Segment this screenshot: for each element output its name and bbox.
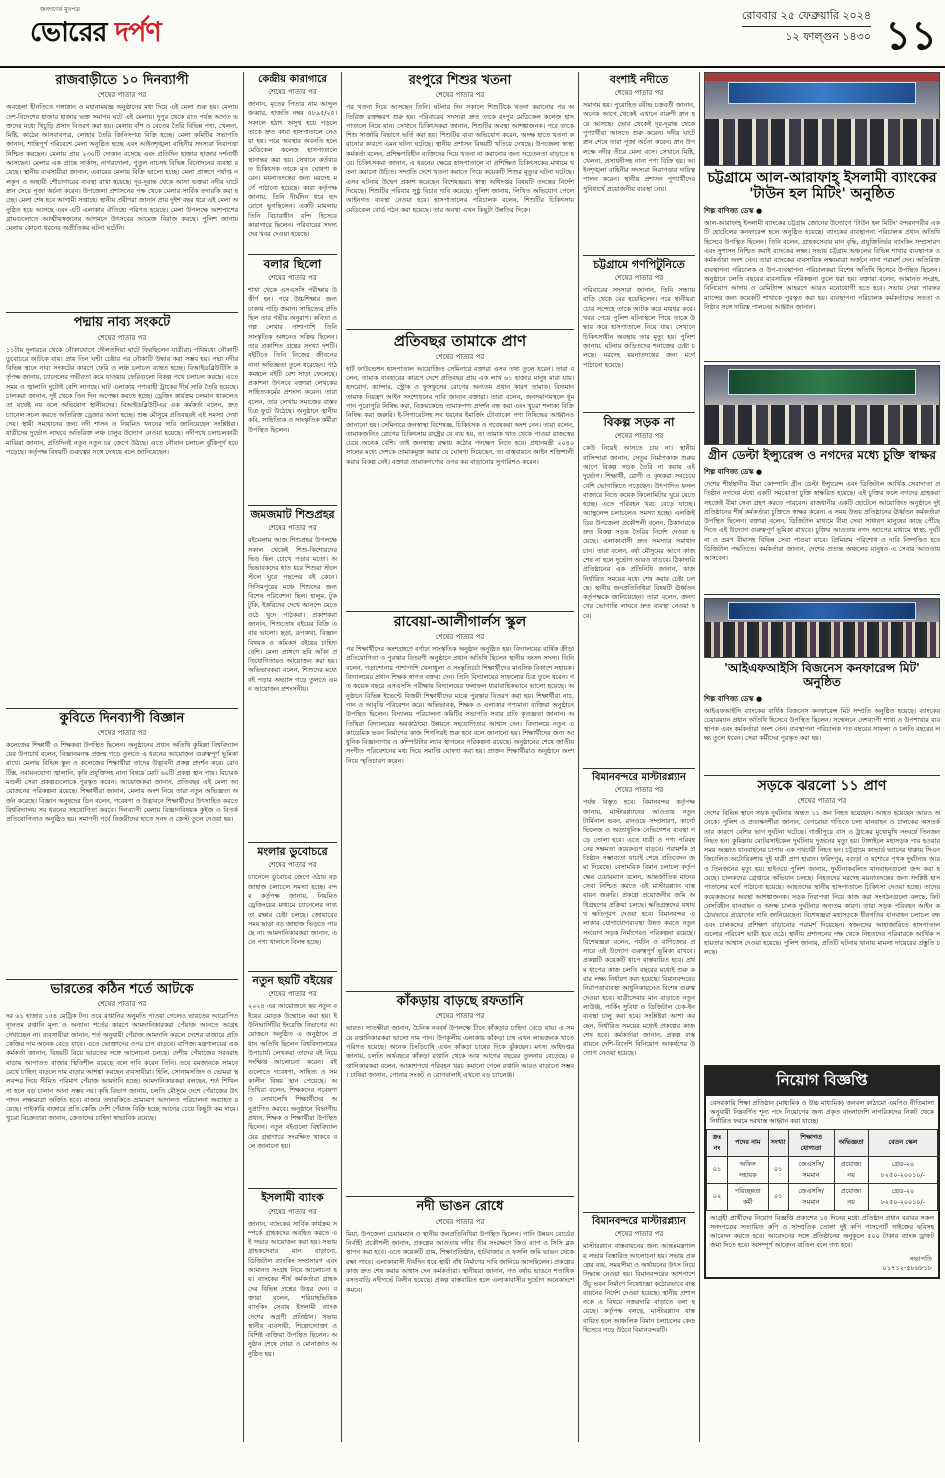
article-river-erosion bbox=[346, 1200, 574, 1439]
page-number: ১১ bbox=[885, 12, 937, 59]
headline[interactable]: চট্টগ্রামে আল-আরাফাহ্ ইসলামী ব্যাংকের 'টাউন হল মিটিং' অনুষ্ঠিত bbox=[707, 170, 937, 203]
article-airport-masterplan-2 bbox=[583, 1216, 695, 1414]
headline[interactable]: রংপুরে শিশুর খতনা bbox=[408, 73, 512, 88]
agreement-photo[interactable] bbox=[704, 365, 940, 445]
continuation-label: শেষের পাতার পর bbox=[435, 352, 485, 361]
article-body: শাখা থেকে এসএসসি পরীক্ষায় উত্তীর্ণ হন। পরে উচ্চশিক্ষার জন্য ঢাকায় পাড়ি জমান। সাহিত্যের প্রতি ছিল তার গভীর অনুরাগ। কবিতা ও গল্প লেখার পাশাপাশি তিনি সাংস্কৃতিক অঙ্গনেও সক্রিয় ছিলেন। তার প্রকাশিত গ্রন্থের সংখ্যা দশটি। বইটিতে তিনি নিজের জীবনের নানা অভিজ্ঞতা তুলে ধরেছেন। পাঠকমহলে বইটি বেশ সাড়া ফেলেছে। প্রকাশনা উৎসবে বক্তারা লেখকের সাহিত্যকর্মের প্রশংসা করেন। তারা বলেন, তার লেখায় সমাজের বাস্তব চিত্র ফুটে উঠেছে। অনুষ্ঠানে স্থানীয় কবি, সাহিত্যিক ও সাংস্কৃতিক কর্মীরা উপস্থিত ছিলেন। bbox=[248, 286, 337, 434]
article-rangpur-circumcision bbox=[346, 74, 574, 323]
article-body: সমাগম হয়। পুরোহিত রবীন্দ্র চক্রবর্তী জানান, অনেক আগে থেকেই এখানে বারুণী স্নান হয়ে আসছে। ভোর থেকেই দূর-দূরান্ত থেকে পুণ্যার্থীরা আসতে শুরু করেন। নদীর ঘাটে স্নান শেষে তারা পূজা অর্চনা করেন। স্নান উপলক্ষে নদীর তীরে মেলা বসে। সেখানে মিষ্টি, খেলনা, প্রসাধনীসহ নানা পণ্য বিক্রি হয়। আইনশৃঙ্খলা বাহিনীর সদস্যরা নিরাপত্তার দায়িত্ব পালন করেন। স্থানীয় প্রশাসন পুণ্যার্থীদের সুবিধার্থে প্রয়োজনীয় ব্যবস্থা নেয়। bbox=[583, 101, 695, 193]
article-islami-bank bbox=[248, 1192, 337, 1471]
headline[interactable]: 'আইএফআইসি বিজনেস কনফারেন্স মিট' অনুষ্ঠিত bbox=[724, 660, 920, 689]
article-body: মাস্টারপ্ল্যান বাস্তবায়নের জন্য আন্তঃমন্ত্রণালয় সভায় বিস্তারিত আলোচনা হয়। সভায় প্রকল্পের ব্যয়, সময়সীমা ও অর্থায়নের উৎস নিয়ে সিদ্ধান্ত নেওয়া হয়। বিমানবন্দরের আশপাশে উঁচু ভবন নির্মাণে নিষেধাজ্ঞা কঠোরভাবে বাস্তবায়নের নির্দেশ দেওয়া হয়েছে। স্থানীয় প্রশাসনকে এ বিষয়ে নজরদারি বাড়াতে বলা হয়েছে। কর্তৃপক্ষ বলছে, মাস্টারপ্ল্যান বাস্তবায়িত হলে আঞ্চলিক বিমান চলাচলের কেন্দ্র হিসেবে গড়ে উঠবে বিমানবন্দরটি। bbox=[583, 1242, 695, 1335]
headline[interactable]: বিকল্প সড়ক না bbox=[603, 415, 675, 430]
headline[interactable]: গ্রীন ডেল্টা ইন্স্যুরেন্স ও নগদের মধ্যে চুক্তি স্বাক্ষর bbox=[708, 448, 936, 463]
article-bolar-chhilo bbox=[248, 258, 337, 499]
continuation-label: শেষের পাতার পর bbox=[797, 796, 847, 805]
article-airport-masterplan-1 bbox=[583, 772, 695, 1206]
continuation-label: শেষের পাতার পর bbox=[268, 990, 317, 999]
headline[interactable]: মংলার ডুবোচরে bbox=[257, 845, 328, 859]
article-green-delta-nagad bbox=[704, 365, 940, 588]
headline[interactable]: কেন্দ্রীয় কারাগারে bbox=[258, 74, 327, 85]
col-header: ক্রঃ নং bbox=[707, 1129, 728, 1156]
continuation-label: শেষের পাতার পর bbox=[435, 633, 485, 642]
article-al-arafah-townhall bbox=[704, 72, 940, 355]
continuation-label: শেষের পাতার পর bbox=[268, 274, 317, 283]
cell: গ্রেড-২০ ৮২৫০-২০০১০/- bbox=[868, 1156, 937, 1183]
cell: জেএসসি/সমমান bbox=[788, 1183, 834, 1210]
continuation-label: শেষের পাতার পর bbox=[435, 91, 485, 100]
continuation-label: শেষের পাতার পর bbox=[614, 786, 664, 795]
column-2 bbox=[248, 72, 337, 1478]
article-body: পর শিক্ষার্থীদের অংশগ্রহণে বর্ণাঢ্য সাংস্কৃতিক অনুষ্ঠান অনুষ্ঠিত হয়। বিদ্যালয়ের বার্ষিক ক্রীড়া প্রতিযোগিতা ও পুরস্কার বিতরণী অনুষ্ঠানে প্রধান অতিথি ছিলেন স্থানীয় সংসদ সদস্য। তিনি বলেন, পড়াশোনার পাশাপাশি খেলাধুলা ও সংস্কৃতিচর্চা শিক্ষার্থীদের মানসিক বিকাশে সহায়ক। বিদ্যালয়ের প্রধান শিক্ষক স্বাগত বক্তব্য দেন। তিনি বিদ্যালয়ের সাফল্যের চিত্র তুলে ধরেন। গত কয়েক বছরে এসএসসি পরীক্ষায় বিদ্যালয়ের ফলাফল ধারাবাহিকভাবে ভালো হয়েছে। অনুষ্ঠানে বিভিন্ন ইভেন্টে বিজয়ী শিক্ষার্থীদের মাঝে পুরস্কার বিতরণ করা হয়। শিক্ষার্থীরা নাচ, গান ও আবৃত্তি পরিবেশন করে। অভিভাবক, শিক্ষক ও এলাকার গণ্যমান্য ব্যক্তিরা অনুষ্ঠানে উপস্থিত ছিলেন। বিদ্যালয় পরিচালনা কমিটির সভাপতি সবার প্রতি কৃতজ্ঞতা জানান। অতিথিরা বিদ্যালয়ের অবকাঠামো উন্নয়নে সহযোগিতার আশ্বাস দেন। বিদ্যালয়ে নতুন একাডেমিক ভবন নির্মাণের কাজ শিগগিরই শুরু হবে বলে জানানো হয়। শিক্ষার্থীদের জন্য আধুনিক বিজ্ঞানাগার ও কম্পিউটার ল্যাব স্থাপনের পরিকল্পনা রয়েছে। অনুষ্ঠানের শেষে জাতীয় সংগীত পরিবেশনের মধ্য দিয়ে সমাপ্তি ঘোষণা করা হয়। প্রাক্তন শিক্ষার্থীরাও অনুষ্ঠানে অংশ নিয়ে স্মৃতিচারণ করেন। bbox=[346, 645, 574, 765]
article-body: আইএফআইসি ব্যাংকের বার্ষিক বিজনেস কনফারেন্স মিট সম্প্রতি অনুষ্ঠিত হয়েছে। ব্যাংকের চেয়ারম্যান প্রধান অতিথি হিসেবে উপস্থিত ছিলেন। সম্মেলনে দেশব্যাপী শাখা ও উপশাখার ব্যবস্থাপক এবং কর্মকর্তারা অংশ নেন। ব্যবস্থাপনা পরিচালক গত বছরের সাফল্য ও চলতি বছরের লক্ষ্য তুলে ধরেন। সেরা কর্মীদের পুরস্কৃত করা হয়। bbox=[704, 706, 940, 743]
cell: প্রযোজ্য নয় bbox=[834, 1183, 868, 1210]
article-body: ১১টায় দুলারচর থেকে নৌকাযোগে দৌলতদিয়া ঘাটে ফিরছিলেন যাত্রীরা। পথিমধ্যে নৌকাটি ডুবোচরে আটকে যায়। প্রায় তিন ঘণ্টা চেষ্টার পর নৌকাটি উদ্ধার করা সম্ভব হয়। পদ্মা নদীর বিভিন্ন স্থানে নাব্য সংকটের কারণে ফেরি ও লঞ্চ চলাচল ব্যাহত হচ্ছে। বিআইডব্লিউটিসি কর্তৃপক্ষ জানায়, চ্যানেলের গভীরতা কমে যাওয়ায় ফেরিগুলো বিকল্প পথে চলাচল করছে। এতে সময় ও জ্বালানি দুটোই বেশি লাগছে। ঘাট এলাকায় পণ্যবাহী ট্রাকের দীর্ঘ সারি তৈরি হয়েছে। চালকরা জানান, দুই থেকে তিন দিন অপেক্ষা করতে হচ্ছে। ড্রেজিং কার্যক্রম চলমান থাকলেও তা যথেষ্ট নয় বলে অভিযোগ স্থানীয়দের। বিআইডব্লিউটিএর এক কর্মকর্তা বলেন, দ্রুত চ্যানেল সচল করতে অতিরিক্ত ড্রেজার আনা হচ্ছে। শুষ্ক মৌসুমে প্রতিবছরই এই সমস্যা দেখা দেয়। স্থায়ী সমাধানের জন্য নদী শাসন ও নিয়মিত খননের দাবি জানিয়েছেন সংশ্লিষ্টরা। যাত্রীদের দুর্ভোগ লাঘবে অতিরিক্ত লঞ্চ চালুর উদ্যোগ নেওয়া হয়েছে। নদীপথে চলাচলকারী মাঝিরা জানান, প্রতিদিনই নতুন নতুন চর জেগে উঠছে। এতে নৌযান চলাচল ঝুঁকিপূর্ণ হয়ে পড়েছে। কর্তৃপক্ষ বিষয়টি গুরুত্বের সঙ্গে দেখছে বলে জানিয়েছেন। bbox=[6, 345, 238, 456]
continuation-label: শেষের পাতার পর bbox=[97, 333, 147, 342]
byline: শিল্প বাণিজ্য ডেস্ক ● bbox=[704, 207, 763, 216]
column-4 bbox=[583, 72, 695, 1420]
article-kubi-science bbox=[6, 712, 238, 973]
headline[interactable]: বিমানবন্দরে মাস্টারপ্ল্যান bbox=[592, 772, 686, 784]
headline[interactable]: পদ্মায় নাব্য সংকটে bbox=[73, 315, 171, 331]
col-header: সংখ্যা bbox=[768, 1129, 788, 1156]
article-central-jail bbox=[248, 74, 337, 248]
col-header: বেতন স্কেল bbox=[868, 1129, 937, 1156]
ad-footer: আগ্রহী প্রার্থীদের নিয়োগ বিজ্ঞপ্তি প্রকাশের ১৫ দিনের মধ্যে প্রতিষ্ঠান প্রধান বরাবর সকল সনদপত্রের সত্যায়িত কপি ও সাম্প্রতিক তোলা দুই কপি পাসপোর্ট সাইজের ছবিসহ আবেদন করতে হবে। আবেদনের সঙ্গে প্রতিষ্ঠানের অনুকূলে ৫০০ টাকার ব্যাংক ড্রাফট জমা দিতে হবে। অসম্পূর্ণ আবেদন বাতিল বলে গণ্য হবে। bbox=[710, 1213, 934, 1249]
headline[interactable]: প্রতিবছর তামাকে প্রাণ bbox=[393, 332, 527, 351]
article-rabeya-ali-school bbox=[346, 615, 574, 985]
date-gregorian: রোববার ২৫ ফেব্রুয়ারি ২০২৪ bbox=[741, 9, 871, 22]
continuation-label: শেষের পাতার পর bbox=[268, 1207, 317, 1216]
continuation-label: শেষের পাতার পর bbox=[614, 1230, 664, 1239]
job-advertisement bbox=[704, 1065, 940, 1279]
headline[interactable]: কুবিতে দিনব্যাপী বিজ্ঞান bbox=[59, 710, 185, 726]
col-header: পদের নাম bbox=[727, 1129, 768, 1156]
logo-part-1: ভোরের bbox=[30, 17, 107, 48]
headline[interactable]: রাজবাড়ীতে ১০ দিনব্যাপী bbox=[55, 73, 189, 88]
headline[interactable]: সড়কে ঝরলো ১১ প্রাণ bbox=[757, 777, 887, 794]
cell: ০১ bbox=[707, 1156, 728, 1183]
continuation-label: শেষের পাতার পর bbox=[435, 1217, 485, 1226]
byline: শিল্প বাণিজ্য ডেস্ক ● bbox=[704, 694, 763, 703]
article-body: দেশের বিভিন্ন স্থানে সড়ক দুর্ঘটনায় অন্তত ১১ জন নিহত হয়েছেন। আহত হয়েছেন আরও অনেকে। পুলিশ ও প্রত্যক্ষদর্শীরা জানান, বেপরোয়া গতিতে চলা যানবাহন ও চালকের অসতর্কতার কারণে বেশির ভাগ দুর্ঘটনা ঘটেছে। গাজীপুরে বাস ও ট্রাকের মুখোমুখি সংঘর্ষে তিনজন নিহত হন। কুমিল্লায় মোটরসাইকেল দুর্ঘটনায় দুজনের মৃত্যু হয়। টাঙ্গাইলে মহাসড়ক পার হওয়ার সময় অজ্ঞাত যানবাহনের চাপায় এক পথচারী নিহত হন। চট্টগ্রামে কাভার্ড ভ্যানের ধাক্কায় সিএনজিচালিত অটোরিকশার দুই যাত্রী প্রাণ হারান। ফরিদপুর, বগুড়া ও যশোরে পৃথক দুর্ঘটনায় আরও তিনজনের মৃত্যু হয়। হাইওয়ে পুলিশ জানায়, দুর্ঘটনাকবলিত যানবাহনগুলো জব্দ করা হয়েছে। চালকদের গ্রেপ্তারে অভিযান চলছে। নিহতদের মরদেহ ময়নাতদন্তের জন্য সংশ্লিষ্ট হাসপাতালের মর্গে পাঠানো হয়েছে। আহতদের স্থানীয় হাসপাতালে চিকিৎসা দেওয়া হচ্ছে। তাদের কয়েকজনের অবস্থা আশঙ্কাজনক। সড়ক নিরাপত্তা নিয়ে কাজ করা সংগঠনগুলো বলছে, ফিটনেসবিহীন যানবাহন ও অদক্ষ চালক দুর্ঘটনার অন্যতম কারণ। তারা সড়ক পরিবহন আইন কঠোরভাবে প্রয়োগের দাবি জানিয়েছেন। বিশেষজ্ঞরা মহাসড়কে ধীরগতির যানবাহন চলাচল বন্ধ এবং চালকদের প্রশিক্ষণ বাড়ানোর পরামর্শ দিয়েছেন। স্বজনদের আহাজারিতে হাসপাতালগুলোর পরিবেশ ভারী হয়ে ওঠে। স্থানীয় প্রশাসনের পক্ষ থেকে নিহতদের পরিবারকে আর্থিক সহায়তার আশ্বাস দেওয়া হয়েছে। পুলিশ জানায়, প্রতিটি ঘটনায় থানায় মামলা দায়েরের প্রস্তুতি চলছে। bbox=[704, 808, 940, 957]
cell: পরিচ্ছন্নতা কর্মী bbox=[727, 1183, 768, 1210]
article-body: কেউ নিয়েই আসতে চায় না। স্থানীয় বাসিন্দারা জানান, সেতুর নির্মাণকাজ শুরুর আগে বিকল্প সড়ক তৈরি না করায় এই দুর্ভোগ। শিক্ষার্থী, রোগী ও কৃষকরা সবচেয়ে বেশি ভোগান্তিতে পড়েছেন। উৎপাদিত ফসল বাজারে নিতে কয়েক কিলোমিটার ঘুরে যেতে হচ্ছে। এতে পরিবহন খরচ বেড়ে যাচ্ছে। অ্যাম্বুলেন্স চলাচলেও সমস্যা হচ্ছে। এলজিইডির উপজেলা প্রকৌশলী বলেন, ঠিকাদারকে দ্রুত বিকল্প সড়ক তৈরির নির্দেশ দেওয়া হয়েছে। এলাকাবাসী দ্রুত সমস্যার সমাধান চান। তারা বলেন, বর্ষা মৌসুমের আগে কাজ শেষ না হলে দুর্ভোগ আরও বাড়বে। ঠিকাদারি প্রতিষ্ঠানের এক প্রতিনিধি জানান, কাজ নির্ধারিত সময়ের মধ্যে শেষ করার চেষ্টা চলছে। স্থানীয় জনপ্রতিনিধিরা বিষয়টি ঊর্ধ্বতন কর্তৃপক্ষকে জানিয়েছেন। তারা বলেন, জনগণের ভোগান্তি লাঘবে দ্রুত ব্যবস্থা নেওয়া হবে। bbox=[583, 444, 695, 620]
headline[interactable]: নদী ভাঙন রোধে bbox=[416, 1199, 504, 1215]
article-body: জানান, ব্যাংকের সার্বিক কার্যক্রম সম্পর্কে গ্রাহকদের অবহিত করতে এই সভার আয়োজন করা হয়। সভায় গ্রাহকসেবার মান বাড়ানো, ডিজিটাল ব্যাংকিং সম্প্রসারণ এবং আমানত সংগ্রহ নিয়ে আলোচনা হয়। ব্যাংকের শীর্ষ কর্মকর্তারা গ্রাহকদের বিভিন্ন প্রশ্নের উত্তর দেন। বক্তারা বলেন, শরিয়াহভিত্তিক ব্যাংকিং সেবায় ইসলামী ব্যাংক দেশের অগ্রণী প্রতিষ্ঠান। সভায় স্থানীয় ব্যবসায়ী, শিল্পোদ্যোক্তা ও বিশিষ্ট ব্যক্তিরা উপস্থিত ছিলেন। অনুষ্ঠান শেষে দোয়া ও মোনাজাত অনুষ্ঠিত হয়। bbox=[248, 1219, 337, 1358]
continuation-label: শেষের পাতার পর bbox=[614, 274, 664, 283]
article-tobacco-deaths bbox=[346, 333, 574, 605]
cell: অফিস সহায়ক bbox=[727, 1156, 768, 1183]
continuation-label: শেষের পাতার পর bbox=[268, 88, 317, 96]
article-body: পর খতনা দিয়ে আসছেন তিনি। ঘটনার দিন সকালে শিশুটিকে খতনা করানোর পর অতিরিক্ত রক্তক্ষরণ শুরু হয়। পরিবারের সদস্যরা দ্রুত তাকে রংপুর মেডিকেল কলেজ হাসপাতালে নিয়ে যান। সেখানে চিকিৎসকরা জানান, শিশুটির অবস্থা আশঙ্কাজনক। পরে তাকে শিশু সার্জারি বিভাগে ভর্তি করা হয়। শিশুটির বাবা অভিযোগ করেন, অদক্ষ হাতে খতনা করানোর কারণে এমন ঘটনা ঘটেছে। স্থানীয় প্রশাসন বিষয়টি খতিয়ে দেখছে। উপজেলা স্বাস্থ্য কর্মকর্তা বলেন, প্রশিক্ষণবিহীন ব্যক্তিদের দিয়ে খতনা না করানোর জন্য সচেতনতা বাড়াতে হবে। চিকিৎসকরা জানান, এ ধরনের ক্ষেত্রে হাসপাতালে বা প্রশিক্ষিত চিকিৎসকের মাধ্যমে খতনা করানো উচিত। সম্প্রতি দেশে খতনা করাতে গিয়ে কয়েকটি শিশুর মৃত্যুর ঘটনা ঘটেছে। এসব ঘটনায় উদ্বেগ প্রকাশ করেছেন বিশেষজ্ঞরা। স্বাস্থ্য অধিদপ্তর বিষয়টি তদন্তের নির্দেশ দিয়েছে। শিশুটির পরিবার সুষ্ঠু বিচার দাবি করেছে। পুলিশ জানায়, লিখিত অভিযোগ পেলে আইনগত ব্যবস্থা নেওয়া হবে। হাসপাতালের পরিচালক বলেন, শিশুটির চিকিৎসায় মেডিকেল বোর্ড গঠন করা হয়েছে। তার অবস্থা এখন কিছুটা উন্নতির দিকে। bbox=[346, 103, 574, 214]
continuation-label: শেষের পাতার পর bbox=[435, 1012, 485, 1021]
col-header: অভিজ্ঞতা bbox=[834, 1129, 868, 1156]
continuation-label: শেষের পাতার পর bbox=[97, 1000, 147, 1009]
article-bangshai-river bbox=[583, 74, 695, 249]
continuation-label: শেষের পাতার পর bbox=[268, 524, 317, 533]
signatory-title: সভাপতি bbox=[909, 1254, 932, 1263]
article-body: ভারত। সাতক্ষীরা জানান, চৈনিক নববর্ষ উপলক্ষে চীনে কাঁকড়ার চাহিদা বেড়ে যায়। এ সময়ে রপ্তানিকারকরা ভালো দাম পান। উপকূলীয় এলাকায় কাঁকড়া চাষ এখন লাভজনক খাতে পরিণত হয়েছে। অনেক চিংড়িচাষি এখন কাঁকড়া চাষের দিকে ঝুঁকছেন। মৎস্য অধিদপ্তর জানায়, চলতি অর্থবছরে কাঁকড়া রপ্তানি থেকে আয় আগের বছরের তুলনায় বেড়েছে। রপ্তানিকারকরা বলেন, আকাশপথে পরিবহন খরচ কমানো গেলে রপ্তানি আরও বাড়ানো সম্ভব। চাষিরা জানান, পোনার সংকট ও রোগবালাই এখনো বড় চ্যালেঞ্জ। bbox=[346, 1024, 574, 1079]
article-six-books bbox=[248, 975, 337, 1182]
headline[interactable]: বলার ছিলো bbox=[263, 257, 322, 271]
article-india-conditions bbox=[6, 983, 238, 1403]
continuation-label: শেষের পাতার পর bbox=[97, 91, 147, 100]
headline[interactable]: রাবেয়া-আলীগার্লস স্কুল bbox=[393, 613, 527, 630]
contact-number: ০১৭১২-৫৮৬৮১৮ bbox=[882, 1263, 932, 1272]
article-body: চ্যানেলে ডুবোচর জেগে ওঠায় বড় জাহাজ চলাচলে সমস্যা হচ্ছে। বন্দর কর্তৃপক্ষ জানায়, নিয়মিত ড্রেজিংয়ের মাধ্যমে চ্যানেলের নাব্যতা রক্ষার চেষ্টা চলছে। জোয়ারের সময় ছাড়া বড় জাহাজ ভিড়তে পারছে না। আমদানিকারকরা জানান, এতে পণ্য খালাসে বিলম্ব হচ্ছে। bbox=[248, 873, 337, 947]
cell: ০১ bbox=[768, 1183, 788, 1210]
continuation-label: শেষের পাতার পর bbox=[97, 728, 147, 737]
headline[interactable]: বংশাই নদীতে bbox=[609, 73, 669, 86]
table-header-row bbox=[707, 1129, 938, 1156]
headline[interactable]: কাঁকড়ায় বাড়ছে রফতানি bbox=[396, 994, 524, 1010]
townhall-photo[interactable] bbox=[704, 72, 940, 166]
ad-signature bbox=[706, 1253, 938, 1277]
date-bengali: ১২ ফাল্গুন ১৪৩০ bbox=[785, 30, 871, 43]
article-ific-conference bbox=[704, 598, 940, 769]
cell: প্রযোজ্য নয় bbox=[834, 1156, 868, 1183]
column-5 bbox=[704, 72, 940, 1279]
column-3 bbox=[346, 72, 574, 1446]
table-row bbox=[707, 1183, 938, 1210]
issue-date bbox=[742, 8, 871, 45]
conference-photo[interactable] bbox=[704, 598, 940, 658]
article-body: বইমেলায় আজ শিশুপ্রহর উপলক্ষে সকাল থেকেই শিশু-কিশোরদের ভিড় ছিল চোখে পড়ার মতো। অভিভাবকদের হাত ধরে শিশুরা স্টলে স্টলে ঘুরে পছন্দের বই কেনে। সিসিমপুরের মঞ্চে শিশুদের জন্য বিশেষ পরিবেশনা ছিল। হালুম, টুকটুকি, ইকরিদের দেখে আনন্দে মেতে ওঠে খুদে পাঠকরা। প্রকাশকরা জানান, শিশুতোষ বইয়ের বিক্রি এবার ভালো। ছড়া, রূপকথা, বিজ্ঞানবিষয়ক ও কমিকস বইয়ের চাহিদা বেশি। মেলা প্রাঙ্গণে ছবি আঁকা প্রতিযোগিতারও আয়োজন করা হয়। অভিভাবকরা বলেন, শিশুদের মধ্যে বই পড়ার অভ্যাস গড়ে তুলতে এমন আয়োজন প্রশংসনীয়। bbox=[248, 536, 337, 694]
tagline: জনগণের মুখপত্র bbox=[40, 6, 80, 13]
col-header: শিক্ষাগত যোগ্যতা bbox=[788, 1129, 834, 1156]
headline[interactable]: নতুন ছয়টি বইয়ের bbox=[252, 974, 333, 988]
headline[interactable]: বিমানবন্দরে মাস্টারপ্ল্যান bbox=[592, 1216, 686, 1228]
logo-part-2: দর্পণ bbox=[114, 17, 161, 48]
article-mongla-shoal bbox=[248, 846, 337, 965]
article-road-accidents bbox=[704, 779, 940, 1059]
article-body: ২০২৪ এর আয়োজনে ছয় নতুন বইয়ের মোড়ক উন্মোচন করা হয়। ইউনিভার্সিটির ইংরেজি বিভাগের আয়োজনে অনুষ্ঠিত এ অনুষ্ঠানে প্রধান অতিথি ছিলেন বিশ্ববিদ্যালয়ের উপাচার্য। লেখকরা তাদের বই নিয়ে সংক্ষিপ্ত আলোচনা করেন। বইগুলোতে গবেষণা, সাহিত্য ও সমকালীন বিষয় স্থান পেয়েছে। অতিথিরা বলেন, শিক্ষকদের গবেষণা ও লেখালেখি শিক্ষার্থীদের অনুপ্রাণিত করবে। অনুষ্ঠানে বিভাগীয় প্রধান, শিক্ষক ও শিক্ষার্থীরা উপস্থিত ছিলেন। নতুন বইগুলো বিশ্ববিদ্যালয়ের গ্রন্থাগারে সংরক্ষিত থাকবে বলে জানানো হয়। bbox=[248, 1002, 337, 1150]
article-padma-navigability bbox=[6, 316, 238, 701]
newspaper-logo[interactable] bbox=[30, 12, 161, 57]
headline[interactable]: ইসলামী ব্যাংক bbox=[261, 1191, 324, 1205]
headline[interactable]: চট্টগ্রামে গণপিটুনিতে bbox=[593, 258, 685, 272]
article-body: পর্যন্ত বিস্তৃত হবে। বিমানবন্দর কর্তৃপক্ষ জানায়, মাস্টারপ্ল্যানের আওতায় নতুন টার্মিনাল ভবন, রানওয়ে সম্প্রসারণ, কার্গো ভিলেজ ও অত্যাধুনিক নেভিগেশন ব্যবস্থা গড়ে তোলা হবে। এতে যাত্রী ও পণ্য পরিবহনের সক্ষমতা কয়েকগুণ বাড়বে। পরামর্শক প্রতিষ্ঠান সম্ভাব্যতা যাচাই শেষে প্রতিবেদন জমা দিয়েছে। বেসামরিক বিমান চলাচল কর্তৃপক্ষের চেয়ারম্যান বলেন, আন্তর্জাতিক মানের সেবা নিশ্চিত করতে এই মাস্টারপ্ল্যান বাস্তবায়ন জরুরি। প্রকল্পে প্রয়োজনীয় জমি অধিগ্রহণের প্রক্রিয়া চলছে। ক্ষতিগ্রস্তদের যথাযথ ক্ষতিপূরণ দেওয়া হবে। বিমানবন্দর এলাকার যোগাযোগব্যবস্থা উন্নত করতে নতুন সংযোগ সড়ক নির্মাণেরও পরিকল্পনা রয়েছে। বিশেষজ্ঞরা বলেন, পর্যটন ও বাণিজ্যের প্রসারে এই উদ্যোগ গুরুত্বপূর্ণ ভূমিকা রাখবে। প্রকল্পটি কয়েকটি ধাপে বাস্তবায়িত হবে। প্রথম ধাপের কাজ চলতি বছরের মধ্যেই শুরু করার লক্ষ্য নির্ধারণ করা হয়েছে। বিমানবন্দরের নিরাপত্তাব্যবস্থা আধুনিকায়নেও বিশেষ গুরুত্ব দেওয়া হবে। যাত্রীসেবার মান বাড়াতে নতুন লাউঞ্জ, পার্কিং সুবিধা ও ডিজিটাল চেক-ইন ব্যবস্থা চালু করা হবে। সংশ্লিষ্টরা আশা করছেন, নির্ধারিত সময়ের মধ্যেই প্রকল্পের কাজ শেষ হবে। কর্মকর্তারা জানান, প্রকল্প বাস্তবায়নে দেশি-বিদেশি বিনিয়োগ আকর্ষণের উদ্যোগ নেওয়া হয়েছে। bbox=[583, 798, 695, 1058]
headline[interactable]: ভারতের কঠিন শর্তে আটকে bbox=[50, 981, 194, 997]
article-body: কলেজের শিক্ষার্থী ও শিক্ষকরা উপস্থিত ছিলেন। অনুষ্ঠানের প্রধান অতিথি কুমিল্লা বিশ্ববিদ্যালয়ের উপাচার্য বলেন, বিজ্ঞানমনস্ক প্রজন্ম গড়ে তুলতে এ ধরনের আয়োজন গুরুত্বপূর্ণ ভূমিকা রাখে। মেলায় বিভিন্ন স্কুল ও কলেজের শিক্ষার্থীরা তাদের উদ্ভাবনী প্রকল্প প্রদর্শন করে। রোবটিক্স, নবায়নযোগ্য জ্বালানি, কৃষি প্রযুক্তিসহ নানা বিষয়ে মোট ৬০টি প্রকল্প স্থান পায়। বিচারকমণ্ডলী সেরা প্রকল্পগুলোকে পুরস্কৃত করেন। আয়োজকরা জানান, প্রতিবছর এই মেলা আয়োজনের পরিকল্পনা রয়েছে। শিক্ষার্থীরা জানান, মেলায় অংশ নিয়ে তারা নতুন অভিজ্ঞতা অর্জন করেছে। বিজ্ঞান অনুষদের ডিন বলেন, গবেষণা ও উদ্ভাবনে শিক্ষার্থীদের উৎসাহিত করতে বিশ্ববিদ্যালয় সব ধরনের সহযোগিতা করবে। দিনব্যাপী মেলায় বিজ্ঞানবিষয়ক কুইজ ও বিতর্ক প্রতিযোগিতাও অনুষ্ঠিত হয়। সমাপনী পর্বে বিজয়ীদের হাতে সনদ ও ক্রেস্ট তুলে দেওয়া হয়। bbox=[6, 740, 238, 824]
cell: ০১ bbox=[768, 1156, 788, 1183]
continuation-label: শেষের পাতার পর bbox=[614, 432, 664, 441]
article-body: আল-আরাফাহ্ ইসলামী ব্যাংকের চট্টগ্রাম জোনের উদ্যোগে 'টাউন হল মিটিং' বন্দরনগরীর একটি হোটেলের কনফারেন্স হলে অনুষ্ঠিত হয়েছে। ব্যাংকের ব্যবস্থাপনা পরিচালক প্রধান অতিথি হিসেবে উপস্থিত ছিলেন। তিনি বলেন, গ্রাহকসেবার মান বৃদ্ধি, প্রযুক্তিনির্ভর ব্যাংকিং সম্প্রসারণ এবং সুশাসন নিশ্চিত করাই ব্যাংকের লক্ষ্য। সভায় চট্টগ্রাম অঞ্চলের বিভিন্ন শাখার ব্যবস্থাপক ও কর্মকর্তারা অংশ নেন। তারা ব্যাংকের ব্যবসায়িক লক্ষ্যমাত্রা অর্জনে নানা পরামর্শ দেন। অতিরিক্ত ব্যবস্থাপনা পরিচালক ও উপ-ব্যবস্থাপনা পরিচালকরা বিশেষ অতিথি হিসেবে উপস্থিত ছিলেন। অনুষ্ঠানে চলতি বছরের ব্যবসায়িক পরিকল্পনা তুলে ধরা হয়। বক্তারা বলেন, আমানত সংগ্রহ, বিনিয়োগ আদায় ও রেমিট্যান্স আহরণে আরও মনোযোগী হতে হবে। সভায় সেরা পারফরম্যান্সের জন্য কয়েকটি শাখাকে পুরস্কৃত করা হয়। ব্যবস্থাপনা পরিচালক কর্মকর্তাদের সততা ও নিষ্ঠার সঙ্গে দায়িত্ব পালনের আহ্বান জানান। bbox=[704, 219, 940, 311]
article-body: হার্ট ফাউন্ডেশন হাসপাতাল আয়োজিত সেমিনারে বক্তারা এসব তথ্য তুলে ধরেন। তারা বলেন, তামাক ব্যবহারের কারণে দেশে প্রতিবছর প্রায় এক লাখ ৬১ হাজার মানুষ মারা যায়। হৃদরোগ, ক্যান্সার, স্ট্রোক ও ফুসফুসের রোগের অন্যতম প্রধান কারণ তামাক। বিদ্যমান তামাক নিয়ন্ত্রণ আইন সংশোধনের দাবি জানান বক্তারা। তারা বলেন, জনসমাগমস্থলে ধূমপান পুরোপুরি নিষিদ্ধ করা, বিক্রয়কেন্দ্রে তামাকপণ্য প্রদর্শন বন্ধ করা এবং খুচরা শলাকা বিক্রি নিষিদ্ধ করা জরুরি। ই-সিগারেটসহ সব ধরনের ইমার্জিং টোব্যাকো পণ্য নিষিদ্ধের আহ্বানও জানানো হয়। সেমিনারে জনস্বাস্থ্য বিশেষজ্ঞ, চিকিৎসক ও গবেষকরা অংশ নেন। তারা বলেন, তামাকজনিত রোগের চিকিৎসায় রাষ্ট্রের যে ব্যয় হয়, তা তামাক খাত থেকে পাওয়া রাজস্বের চেয়ে অনেক বেশি। তাই জনস্বাস্থ্য রক্ষায় কঠোর পদক্ষেপ নিতে হবে। প্রধানমন্ত্রী ২০৪০ সালের মধ্যে দেশকে তামাকমুক্ত করার যে ঘোষণা দিয়েছেন, তা বাস্তবায়নে আইন শক্তিশালী করার বিকল্প নেই। বক্তারা তামাকপণ্যের ওপর কর বাড়ানোর সুপারিশও করেন। bbox=[346, 364, 574, 466]
article-rajbari-fair bbox=[6, 74, 238, 306]
ad-title: নিয়োগ বিজ্ঞপ্তি bbox=[706, 1067, 938, 1096]
article-body: পরিবারের সদস্যরা জানান, তিনি সন্ধ্যায় বাড়ি থেকে বের হয়েছিলেন। পরে স্থানীয়রা চোর সন্দেহে তাকে আটক করে মারধর করে। খবর পেয়ে পুলিশ ঘটনাস্থলে গিয়ে তাকে উদ্ধার করে হাসপাতালে নিয়ে যায়। সেখানে চিকিৎসাধীন অবস্থায় তার মৃত্যু হয়। পুলিশ জানায়, ঘটনায় জড়িতদের শনাক্তের চেষ্টা চলছে। মরদেহ ময়নাতদন্তের জন্য মর্গে পাঠানো হয়েছে। bbox=[583, 286, 695, 369]
ad-intro: বেসরকারি শিক্ষা প্রতিষ্ঠান (মাধ্যমিক ও উচ্চ মাধ্যমিক) জনবল কাঠামো এমপিও নীতিমালা অনুযায়ী নিম্নবর্ণিত শূন্য পদে নিয়োগের জন্য প্রকৃত বাংলাদেশি নাগরিকদের নিকট থেকে নির্ধারিত ফরমে দরখাস্ত আহ্বান করা যাচ্ছে। bbox=[710, 1098, 934, 1125]
article-body: দর ৬১ হাজার ১৫৪ মেট্রিক টন। তবে রপ্তানির অনুমতি পাওয়া গেলেও ভারতের আরোপিত ন্যূনতম রপ্তানি মূল্য ও অন্যান্য শর্তের কারণে আমদানিকারকরা পেঁয়াজ আনতে আগ্রহ দেখাচ্ছেন না। ব্যবসায়ীরা জানান, শর্ত অনুযায়ী পেঁয়াজ আমদানি করলে দেশের বাজারে প্রতি কেজির দাম অনেক বেড়ে যাবে। এতে ভোক্তাদের ওপর চাপ বাড়বে। বাণিজ্য মন্ত্রণালয়ের এক কর্মকর্তা জানান, বিষয়টি নিয়ে ভারতের সঙ্গে আলোচনা চলছে। দেশীয় পেঁয়াজের সরবরাহ বাড়ায় আপাতত বাজার স্থিতিশীল রয়েছে বলে দাবি করেন তিনি। তবে রমজানকে সামনে রেখে চাহিদা বাড়লে দাম বাড়ার আশঙ্কা করছেন ব্যবসায়ীরা। হিলি, সোনামসজিদ ও ভোমরা স্থলবন্দর দিয়ে সীমিত পরিমাণ পেঁয়াজ আমদানি হচ্ছে। আমদানিকারকরা বলছেন, শর্ত শিথিল না হলে বড় চালান আনা সম্ভব নয়। কৃষি বিভাগ জানায়, চলতি মৌসুমে দেশে পেঁয়াজের উৎপাদন লক্ষ্যমাত্রা অর্জিত হবে। বাজার তদারকিতে ভ্রাম্যমাণ আদালত পরিচালনা অব্যাহত রয়েছে। পাইকারি বাজারে প্রতি কেজি দেশি পেঁয়াজ বিক্রি হচ্ছে আগের চেয়ে কিছুটা কম দামে। খুচরা বিক্রেতারা জানান, ক্রেতাদের চাহিদা স্বাভাবিক রয়েছে। bbox=[6, 1012, 238, 1123]
column-1 bbox=[6, 72, 238, 1409]
vacancy-table bbox=[706, 1129, 938, 1211]
headline[interactable]: জমজমাট শিশুপ্রহর bbox=[250, 508, 335, 522]
cell: গ্রেড-২০ ৮২৫০-২০০১০/- bbox=[868, 1183, 937, 1210]
continuation-label: শেষের পাতার পর bbox=[268, 861, 317, 870]
table-row bbox=[707, 1156, 938, 1183]
cell: জেএসসি/সমমান bbox=[788, 1156, 834, 1183]
cell: ০২ bbox=[707, 1183, 728, 1210]
article-chattogram-mob bbox=[583, 259, 695, 406]
article-body: মিয়া, উপজেলা চেয়ারম্যান ও স্থানীয় জনপ্রতিনিধিরা উপস্থিত ছিলেন। পানি উন্নয়ন বোর্ডের নির্বাহী প্রকৌশলী জানান, প্রকল্পের আওতায় নদীর তীর সংরক্ষণে জিও ব্যাগ ও সিসি ব্লক স্থাপন করা হবে। এতে কয়েকটি গ্রাম, শিক্ষাপ্রতিষ্ঠান, হাটবাজার ও ফসলি জমি ভাঙন থেকে রক্ষা পাবে। এলাকাবাসী দীর্ঘদিন ধরে স্থায়ী বাঁধ নির্মাণের দাবি জানিয়ে আসছিলেন। প্রকল্পের কাজ দ্রুত শেষ করার আশ্বাস দেন কর্মকর্তারা। স্থানীয়রা জানান, গত বর্ষায় ভাঙনে শতাধিক বসতবাড়ি নদীগর্ভে বিলীন হয়েছে। প্রকল্প বাস্তবায়িত হলে এলাকাবাসীর দুর্ভোগ অনেকাংশে কমবে। bbox=[346, 1229, 574, 1294]
article-crab-export bbox=[346, 995, 574, 1190]
article-body: অবহেলা হীনতিতে গঙ্গাস্নান ও মহানামযজ্ঞ অনুষ্ঠানের মধ্য দিয়ে এই মেলা শুরু হয়। মেলায় দেশ-বিদেশের হাজার হাজার ভক্ত সমাগম ঘটে এই মেলায়। দুপুর থেকে রাত পর্যন্ত আগত ভক্তদের মধ্যে খিচুড়ি প্রসাদ বিতরণ করা হয়। মেলায় বাঁশ ও বেতের তৈরি বিভিন্ন পণ্য, খেলনা, মিষ্টি, কাঠের আসবাবপত্র, লোহার তৈরি জিনিসপত্র বিক্রি হচ্ছে। মেলা কমিটির সভাপতি জানান, শান্তিপূর্ণ পরিবেশে মেলা অনুষ্ঠিত হচ্ছে এবং আইনশৃঙ্খলা বাহিনীর সদস্যরা নিরাপত্তা নিশ্চিত করছেন। মেলায় প্রায় ২৩০টি দোকান বসেছে এবং প্রতিদিন হাজার হাজার দর্শনার্থী আসছেন। মেলার এক প্রান্তে সার্কাস, নাগরদোলা, পুতুল নাচসহ বিভিন্ন বিনোদনের ব্যবস্থা রয়েছে। স্থানীয় ব্যবসায়ীরা জানান, এবারের মেলায় বিক্রি ভালো হচ্ছে। মেলা প্রাঙ্গণে পর্যাপ্ত নলকূপ ও অস্থায়ী শৌচাগারের ব্যবস্থা রাখা হয়েছে। দূর-দূরান্ত থেকে আসা ভক্তরা নদীর ঘাটে স্নান সেরে পূজা অর্চনা করেন। উপজেলা প্রশাসনের পক্ষ থেকে মেলার সার্বিক তদারকি করা হচ্ছে। মেলা শেষ হবে আগামী সপ্তাহে। স্থানীয় প্রবীণরা জানান প্রায় দুইশ বছর ধরে এই মেলা অনুষ্ঠিত হয়ে আসছে এবং এটি এলাকার ঐতিহ্যে পরিণত হয়েছে। মেলা উপলক্ষে আশপাশের গ্রামগুলোতে আত্মীয়স্বজনের আগমনে উৎসবের আমেজ বিরাজ করছে। পুলিশ জানায় মেলায় কোনো ধরনের অপ্রীতিকর ঘটনা ঘটেনি। bbox=[6, 103, 238, 233]
article-alternative-road bbox=[583, 416, 695, 762]
article-body: জানান, মৃতের পিতার নাম আব্দুল জব্বার, হাজতি নম্বর ৫৮৯৫/২৫। সকালে হঠাৎ অসুস্থ হয়ে পড়লে তাকে দ্রুত কারা হাসপাতালে নেওয়া হয়। পরে অবস্থার অবনতি হলে মেডিকেল কলেজ হাসপাতালে স্থানান্তর করা হয়। সেখানে কর্তব্যরত চিকিৎসক তাকে মৃত ঘোষণা করেন। ময়নাতদন্তের জন্য মরদেহ মর্গে পাঠানো হয়েছে। কারা কর্তৃপক্ষ জানায়, তিনি দীর্ঘদিন ধরে হৃদরোগে ভুগছিলেন। একটি মামলায় তিনি বিচারাধীন বন্দি হিসেবে কারাগারে ছিলেন। পরিবারের সদস্যদের খবর দেওয়া হয়েছে। bbox=[248, 100, 337, 239]
byline: শিল্প বাণিজ্য ডেস্ক ● bbox=[704, 467, 763, 476]
masthead bbox=[0, 0, 945, 68]
continuation-label: শেষের পাতার পর bbox=[614, 89, 664, 98]
article-children-hour bbox=[248, 509, 337, 836]
article-body: দেশের শীর্ষস্থানীয় বীমা কোম্পানি গ্রীন ডেল্টা ইন্স্যুরেন্স এবং ডিজিটাল আর্থিক সেবাদাতা প্রতিষ্ঠান নগদের মধ্যে একটি সমঝোতা চুক্তি স্বাক্ষরিত হয়েছে। এই চুক্তির ফলে নগদের গ্রাহকরা সহজেই বীমা সেবা গ্রহণ করতে পারবেন। রাজধানীর একটি হোটেলে আয়োজিত অনুষ্ঠানে দুই প্রতিষ্ঠানের শীর্ষ কর্মকর্তারা চুক্তিতে স্বাক্ষর করেন। এ সময় উভয় প্রতিষ্ঠানের ঊর্ধ্বতন কর্মকর্তারা উপস্থিত ছিলেন। বক্তারা বলেন, ডিজিটাল মাধ্যমে বীমা সেবা সাধারণ মানুষের কাছে পৌঁছে দিতে এই উদ্যোগ গুরুত্বপূর্ণ ভূমিকা রাখবে। চুক্তির আওতায় নগদ অ্যাপের মাধ্যমে স্বাস্থ্য, দুর্ঘটনা ও ভ্রমণ বীমাসহ বিভিন্ন সেবা পাওয়া যাবে। প্রিমিয়াম পরিশোধ ও দাবি নিষ্পত্তিও হবে ডিজিটাল পদ্ধতিতে। কর্মকর্তারা জানান, দেশের প্রত্যন্ত অঞ্চলের মানুষও এ সেবার আওতায় আসবেন। bbox=[704, 479, 940, 563]
